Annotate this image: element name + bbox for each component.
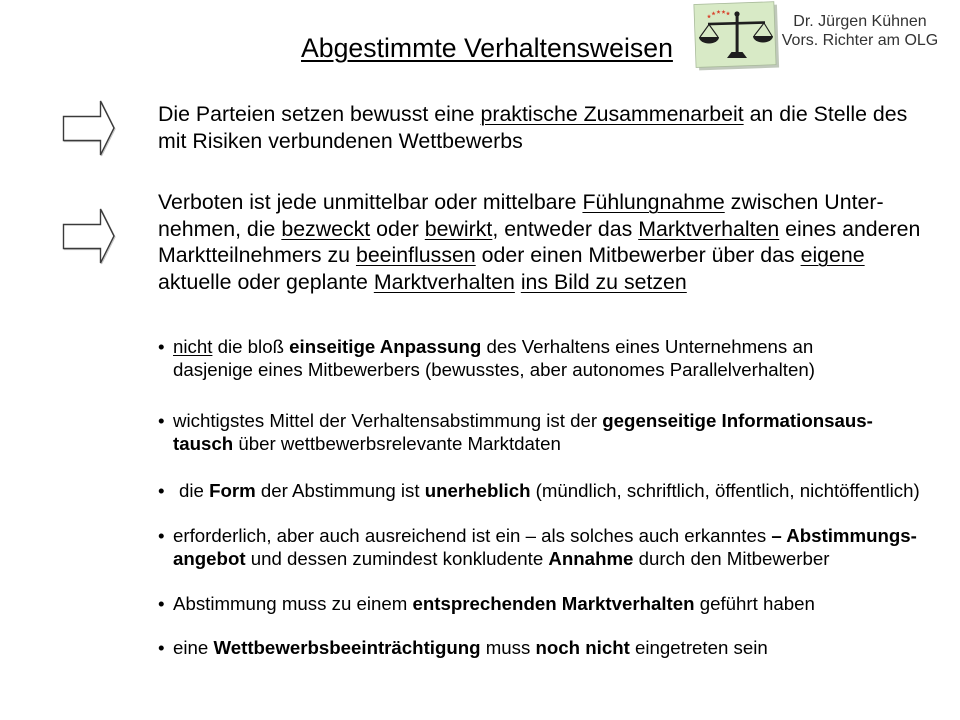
bullet-marker: • [158,637,165,658]
text-run: der Abstimmung ist [255,480,425,501]
text-run: eines anderen [779,216,921,241]
bold-term: noch nicht [535,637,630,658]
text-run: , entweder das [492,216,639,241]
underlined-term: nicht [173,336,213,357]
bullet-marker: • [158,410,165,431]
right-arrow-icon [61,98,117,158]
underlined-term: praktische Zusammenarbeit [480,102,744,126]
text-run: Die Parteien setzen bewusst eine [158,102,481,126]
bullet-item [158,335,815,381]
bold-term: – Abstimmungs- [771,525,917,546]
text-run: des Verhaltens eines Unternehmens an [481,336,814,357]
text-run: wichtigstes Mittel der Verhaltensabstimmung ist der [173,410,603,431]
text-run: zwischen Unter- [724,190,884,214]
underlined-term: ins Bild zu setzen [520,269,687,294]
bullet-item [158,524,917,570]
author-block [770,12,950,50]
bold-term: Annahme [548,548,634,569]
bullet-marker: • [158,480,165,501]
text-line [158,128,907,155]
bold-term: entsprechenden Marktverhalten [412,593,695,614]
text-line [158,189,920,216]
bullet-item [158,636,768,659]
text-line [158,216,920,243]
bold-term: unerheblich [424,480,531,501]
bold-term: einseitige Anpassung [289,336,482,357]
slide-title: Abgestimmte Verhaltensweisen [301,33,673,63]
bold-term: tausch [173,433,234,454]
text-run: eine [173,637,214,658]
underlined-term: Marktverhalten [638,216,780,241]
text-run: oder [370,216,425,241]
text-line [158,547,917,570]
text-run: an die Stelle des [743,102,908,126]
text-run: Abstimmung muss zu einem [173,593,413,614]
text-run: aktuelle oder geplante [158,269,374,294]
underlined-term: bewirkt [424,216,493,241]
text-line [158,409,873,432]
text-run: geführt haben [694,593,815,614]
text-line [158,636,768,659]
text-line [158,432,873,455]
text-run: und dessen zumindest konkludente [245,548,549,569]
text-run: Marktteilnehmers zu [158,243,356,267]
text-line [158,269,920,296]
underlined-term: eigene [800,243,865,267]
text-line [158,592,815,615]
text-run: nehmen, die [158,216,282,241]
bullet-marker: • [158,593,165,614]
text-run: die bloß [212,336,290,357]
bullet-item [158,592,815,615]
text-line [158,358,815,381]
underlined-term: beeinflussen [355,243,476,267]
bullet-item [158,479,920,502]
statement-paragraph [158,101,907,154]
bullet-marker: • [158,525,165,546]
text-run: die [179,480,210,501]
bold-term: angebot [173,548,246,569]
author-role: Vors. Richter am OLG [781,32,939,49]
bullet-marker: • [158,336,165,357]
text-run: mit Risiken verbundenen Wettbewerbs [158,128,523,153]
right-arrow-icon [61,206,117,266]
text-line [158,242,920,269]
text-run: erforderlich, aber auch ausreichend ist ein – als solches auch erkanntes [173,525,772,546]
statement-paragraph [158,189,920,295]
text-run: Verboten ist jede unmittelbar oder mittelbare [158,190,583,214]
text-line [158,524,917,547]
text-run: (mündlich, schriftlich, öffentlich, nichtöffentlich) [530,480,920,501]
bold-term: gegenseitige Informationsaus- [602,410,873,431]
text-run: dasjenige eines Mitbewerbers (bewusstes, aber autonomes Parallelverhalten) [173,359,815,380]
underlined-term: Marktverhalten [373,269,515,294]
bold-term: Form [209,480,256,501]
text-run: eingetreten sein [629,637,768,658]
text-line [158,101,907,128]
bold-term: Wettbewerbsbeeinträchtigung [213,637,481,658]
underlined-term: bezweckt [281,216,371,241]
text-line [158,335,815,358]
scales-of-justice-icon [693,0,781,72]
underlined-term: Fühlungnahme [582,190,725,214]
text-line [158,479,920,502]
text-run: oder einen Mitbewerber über das [475,243,801,267]
text-run: über wettbewerbsrelevante Marktdaten [233,433,561,454]
bullet-item [158,409,873,455]
author-name: Dr. Jürgen Kühnen [793,13,927,30]
text-run: muss [480,637,536,658]
text-run: durch den Mitbewerber [633,548,830,569]
